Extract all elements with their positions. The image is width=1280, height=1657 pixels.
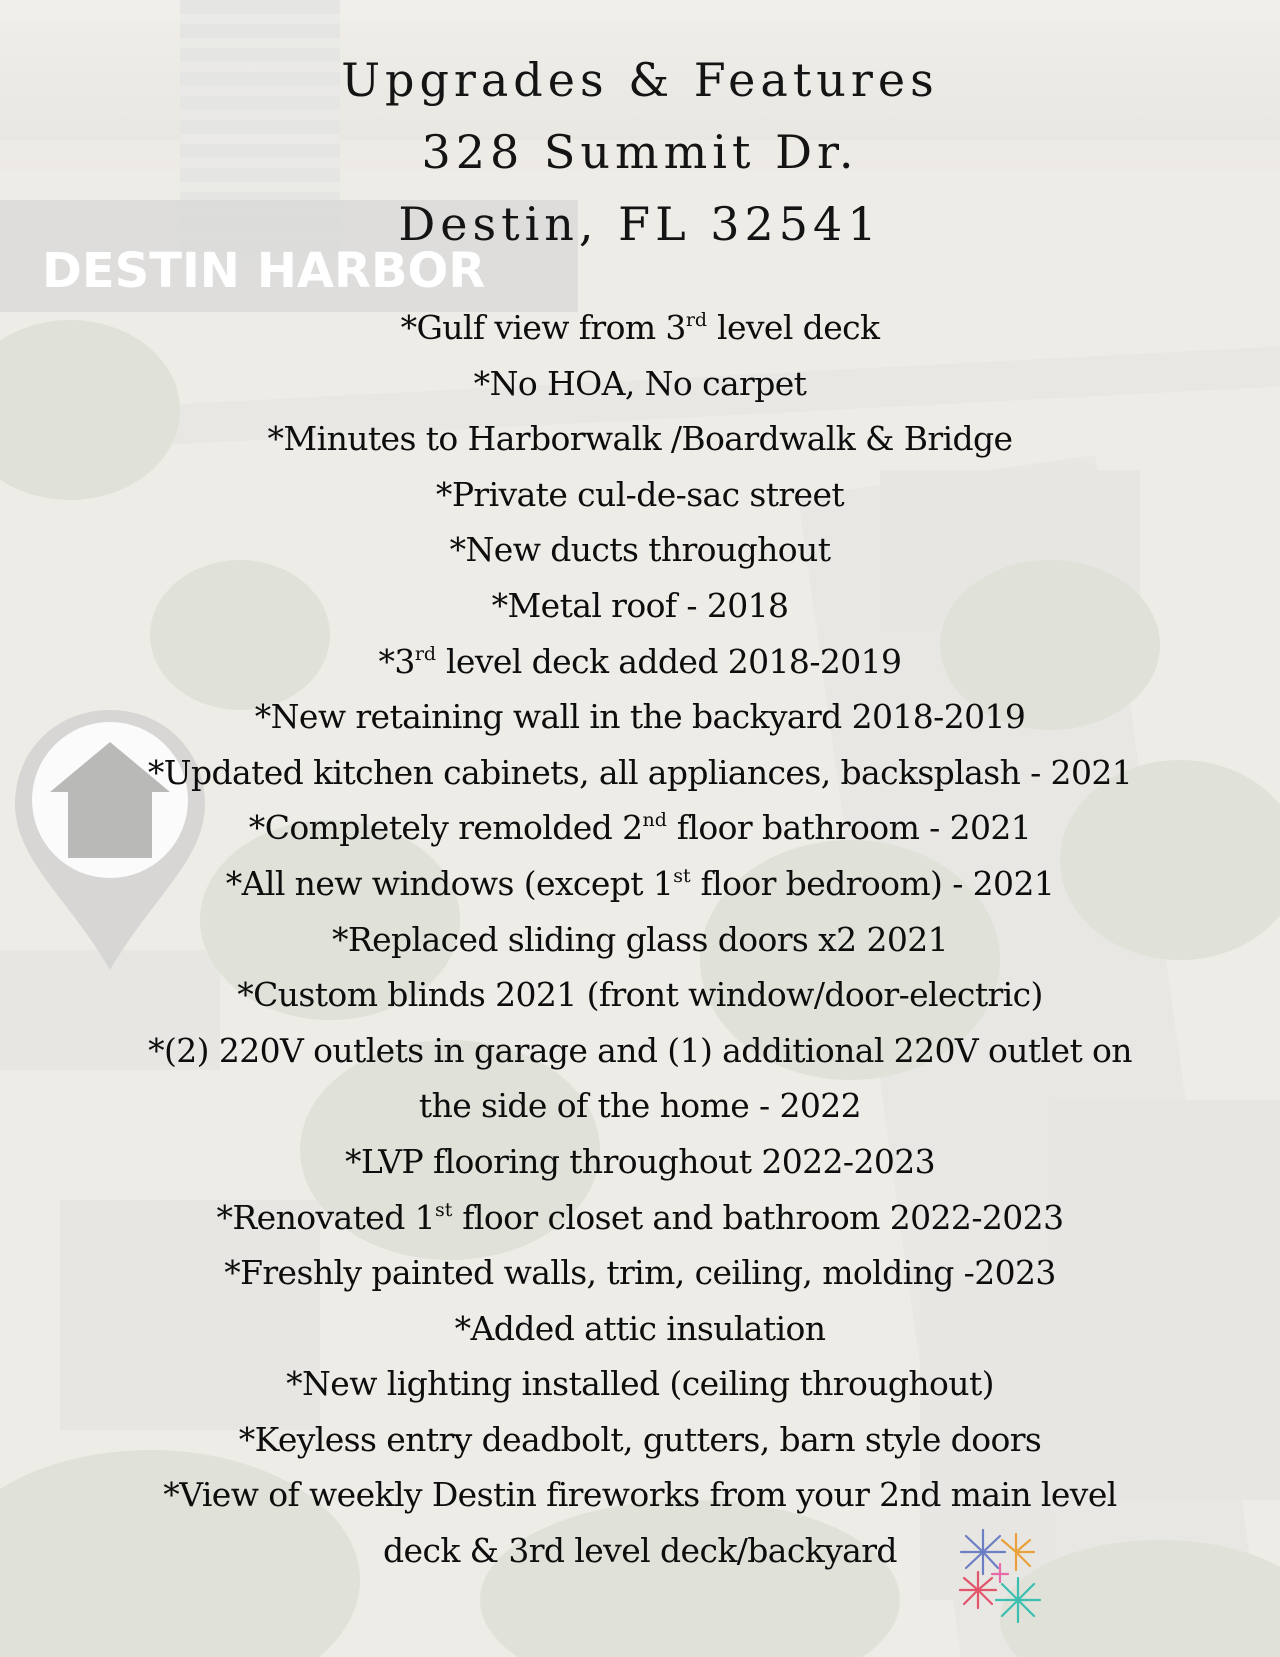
destin-harbor-label: DESTIN HARBOR	[42, 243, 486, 299]
header-street: 328 Summit Dr.	[421, 125, 859, 179]
feature-item	[40, 578, 1240, 634]
feature-text: *Keyless entry deadbolt, gutters, barn style doors	[238, 1419, 1042, 1459]
feature-text: *Minutes to Harborwalk /Boardwalk & Bridge	[267, 419, 1013, 459]
feature-text: *New ducts throughout	[449, 530, 831, 570]
feature-text: *(2) 220V outlets in garage and (1) additional 220V outlet on	[148, 1030, 1132, 1070]
feature-text: *Replaced sliding glass doors x2 2021	[331, 919, 949, 959]
header-title: Upgrades & Features	[341, 53, 939, 107]
page-header	[0, 44, 1280, 260]
feature-text: *Renovated 1	[216, 1197, 436, 1237]
feature-item	[40, 1356, 1240, 1412]
features-list	[40, 300, 1240, 1579]
feature-ordinal-suffix: st	[673, 864, 691, 887]
feature-item	[40, 356, 1240, 412]
feature-item	[40, 1190, 1240, 1246]
feature-text: *Freshly painted walls, trim, ceiling, molding -2023	[224, 1253, 1056, 1293]
feature-text: deck & 3rd level deck/backyard	[383, 1531, 897, 1571]
feature-text: *Added attic insulation	[454, 1308, 826, 1348]
feature-text: *View of weekly Destin fireworks from your 2nd main level	[163, 1475, 1117, 1515]
feature-text: the side of the home - 2022	[418, 1086, 862, 1126]
feature-ordinal-suffix: rd	[685, 309, 708, 331]
feature-item	[40, 800, 1240, 856]
feature-item	[40, 300, 1240, 356]
feature-item	[40, 856, 1240, 912]
feature-item	[40, 1523, 1240, 1579]
feature-text: *New lighting installed (ceiling throughout)	[286, 1364, 994, 1404]
feature-text: *No HOA, No carpet	[473, 363, 807, 403]
feature-item	[40, 1412, 1240, 1468]
feature-item	[40, 1301, 1240, 1357]
feature-item	[40, 912, 1240, 968]
feature-item	[40, 522, 1240, 578]
feature-item	[40, 689, 1240, 745]
header-city: Destin, FL 32541	[398, 197, 882, 251]
feature-item	[40, 411, 1240, 467]
feature-item	[40, 634, 1240, 690]
feature-text: *New retaining wall in the backyard 2018-2019	[254, 697, 1026, 737]
feature-ordinal-suffix: nd	[642, 809, 667, 832]
feature-text: level deck	[707, 308, 880, 347]
feature-text: *LVP flooring throughout 2022-2023	[344, 1141, 936, 1181]
feature-item	[40, 1245, 1240, 1301]
feature-text: level deck added 2018-2019	[436, 641, 902, 681]
feature-item	[40, 1023, 1240, 1079]
feature-text: *Updated kitchen cabinets, all appliances, backsplash - 2021	[147, 752, 1133, 792]
feature-text: *3	[378, 641, 415, 681]
feature-text: *Completely remolded 2	[248, 808, 643, 848]
feature-item	[40, 467, 1240, 523]
feature-text: floor bedroom) - 2021	[690, 863, 1055, 903]
feature-text: *Custom blinds 2021 (front window/door-electric)	[237, 975, 1043, 1015]
feature-item	[40, 967, 1240, 1023]
feature-text: *Private cul-de-sac street	[435, 474, 845, 514]
feature-ordinal-suffix: rd	[414, 642, 437, 665]
feature-item	[40, 1467, 1240, 1523]
feature-text: *Metal roof - 2018	[491, 585, 789, 625]
feature-item	[40, 1134, 1240, 1190]
feature-text: *All new windows (except 1	[225, 863, 674, 903]
feature-text: *Gulf view from 3	[400, 308, 686, 347]
feature-text: floor closet and bathroom 2022-2023	[452, 1197, 1064, 1237]
feature-ordinal-suffix: st	[435, 1198, 453, 1221]
fireworks-icon	[948, 1522, 1058, 1632]
feature-item	[40, 745, 1240, 801]
feature-item	[40, 1078, 1240, 1134]
feature-text: floor bathroom - 2021	[666, 808, 1032, 848]
